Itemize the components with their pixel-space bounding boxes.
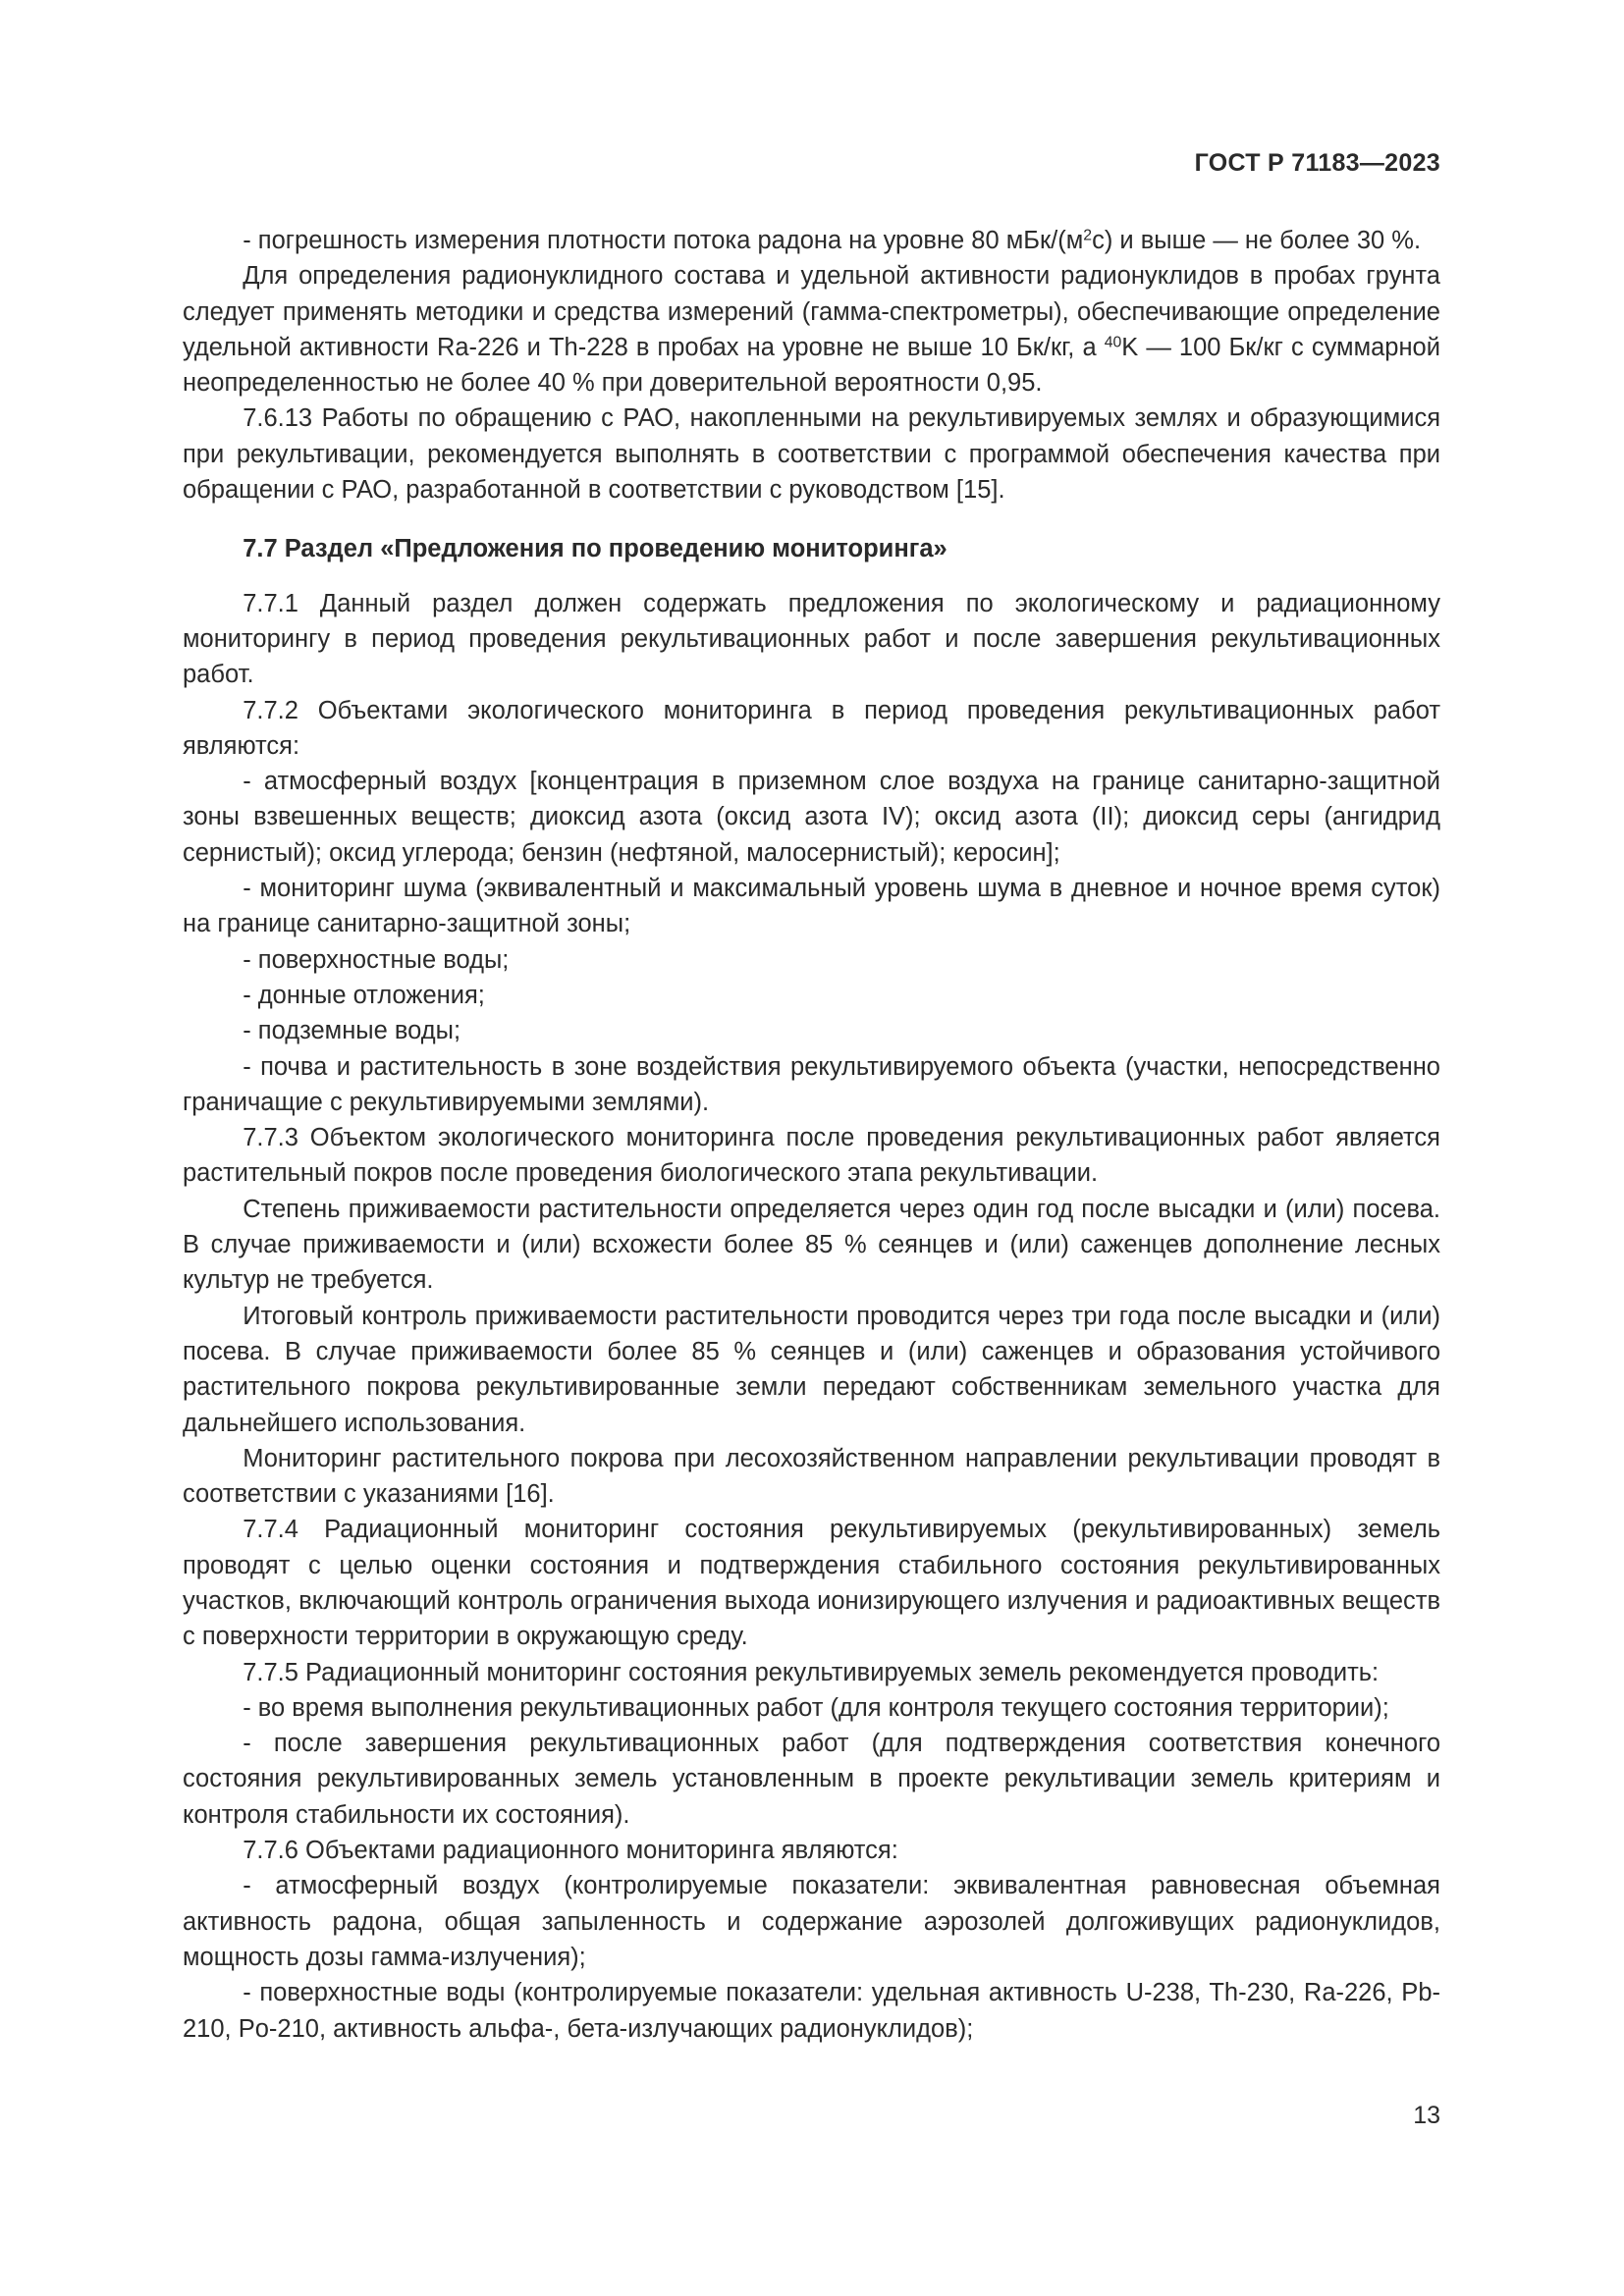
paragraph-survival-rate: Степень приживаемости растительности определяется через один год после высадки и (или) посева. В случае приживаемости и (или) всхожести более 85 % сеянцев и (или) саженцев дополнение лесных культур не требуется. bbox=[183, 1195, 1440, 1295]
paragraph-7-7-5: 7.7.5 Радиационный мониторинг состояния рекультивируемых земель рекомендуется проводить: bbox=[243, 1658, 1380, 1686]
paragraph-radionuclide-methods-text-b: K — 100 Бк/кг с суммарной неопределенностью не более 40 % при доверительной вероятности 0,95. bbox=[183, 333, 1440, 398]
paragraph-radon-error-text-a: - погрешность измерения плотности потока радона на уровне 80 мБк/(м bbox=[243, 227, 1084, 254]
paragraph-7-7-3: 7.7.3 Объектом экологического мониторинга после проведения рекультивационных работ является растительный покров после проведения биологического этапа рекультивации. bbox=[183, 1124, 1440, 1188]
paragraph-radionuclide-methods bbox=[183, 258, 1440, 400]
list-item-during-works: - во время выполнения рекультивационных работ (для контроля текущего состояния территории); bbox=[243, 1693, 1389, 1722]
list-item-radiation-air: - атмосферный воздух (контролируемые показатели: эквивалентная равновесная объемная активность радона, общая запыленность и содержание аэрозолей долгоживущих радионуклидов, мощность дозы гамма-излучения); bbox=[183, 1872, 1440, 1971]
paragraph-7-7-1: 7.7.1 Данный раздел должен содержать предложения по экологическому и радиационному мониторингу в период проведения рекультивационных работ и после завершения рекультивационных работ. bbox=[183, 589, 1440, 689]
superscript-40: 40 bbox=[1104, 334, 1122, 351]
list-item-after-works: - после завершения рекультивационных работ (для подтверждения соответствия конечного состояния рекультивированных земель установленным в проекте рекультивации земель критериям и контроля стабильности их состояния). bbox=[183, 1730, 1440, 1829]
paragraph-7-7-4: 7.7.4 Радиационный мониторинг состояния рекультивируемых (рекультивированных) земель проводят с целью оценки состояния и подтверждения стабильного состояния рекультивированных участков, включающий контроль ограничения выхода ионизирующего излучения и радиоактивных веществ с поверхности территории в окружающую среду. bbox=[183, 1516, 1440, 1651]
list-item-soil-vegetation: - почва и растительность в зоне воздействия рекультивируемого объекта (участки, непосредственно граничащие с рекультивируемыми землями). bbox=[183, 1052, 1440, 1116]
paragraph-7-7-2: 7.7.2 Объектами экологического мониторинга в период проведения рекультивационных работ являются: bbox=[183, 696, 1440, 760]
list-item-radiation-surface-water: - поверхностные воды (контролируемые показатели: удельная активность U-238, Th-230, Ra-226, Pb-210, Po-210, активность альфа-, бета-излучающих радионуклидов); bbox=[183, 1979, 1440, 2043]
list-item-groundwater: - подземные воды; bbox=[243, 1017, 461, 1045]
paragraph-7-7-6: 7.7.6 Объектами радиационного мониторинга являются: bbox=[243, 1837, 898, 1865]
list-item-atmospheric-air: - атмосферный воздух [концентрация в приземном слое воздуха на границе санитарно-защитной зоны взвешенных веществ; диоксид азота (оксид азота IV); оксид азота (II); диоксид серы (ангидрид сернистый); оксид углерода; бензин (нефтяной, малосернистый); керосин]; bbox=[183, 768, 1440, 867]
list-item-bottom-sediments: - донные отложения; bbox=[243, 981, 485, 1009]
document-header-id: ГОСТ Р 71183—2023 bbox=[1194, 149, 1440, 177]
superscript-2: 2 bbox=[1083, 227, 1093, 244]
list-item-surface-water: - поверхностные воды; bbox=[243, 945, 510, 974]
paragraph-vegetation-monitoring: Мониторинг растительного покрова при лесохозяйственном направлении рекультивации проводят в соответствии с указаниями [16]. bbox=[183, 1444, 1440, 1509]
paragraph-radon-error-text-b: с) и выше — не более 30 %. bbox=[1092, 227, 1422, 254]
section-heading-7-7: 7.7 Раздел «Предложения по проведению мониторинга» bbox=[243, 535, 947, 563]
paragraph-final-control: Итоговый контроль приживаемости растительности проводится через три года после высадки и (или) посева. В случае приживаемости более 85 % сеянцев и (или) саженцев и образования устойчивого растительного покрова рекультивированные земли передают собственникам земельного участка для дальнейшего использования. bbox=[183, 1302, 1440, 1437]
page-number: 13 bbox=[1413, 2102, 1440, 2129]
paragraph-7-6-13: 7.6.13 Работы по обращению с РАО, накопленными на рекультивируемых землях и образующимися при рекультивации, рекомендуется выполнять в соответствии с программой обеспечения качества при обращении с РАО, разработанной в соответствии с руководством [15]. bbox=[183, 404, 1440, 505]
list-item-noise-monitoring: - мониторинг шума (эквивалентный и максимальный уровень шума в дневное и ночное время суток) на границе санитарно-защитной зоны; bbox=[183, 875, 1440, 938]
paragraph-radionuclide-methods-text-a: Для определения радионуклидного состава и удельной активности радионуклидов в пробах грунта следует применять методики и средства измерений (гамма-спектрометры), обеспечивающие определение удельной активности Ra-226 и Th-228 в пробах на уровне не выше 10 Бк/кг, а bbox=[183, 262, 1440, 361]
paragraph-radon-error bbox=[183, 223, 1440, 258]
document-body bbox=[183, 223, 1440, 2047]
